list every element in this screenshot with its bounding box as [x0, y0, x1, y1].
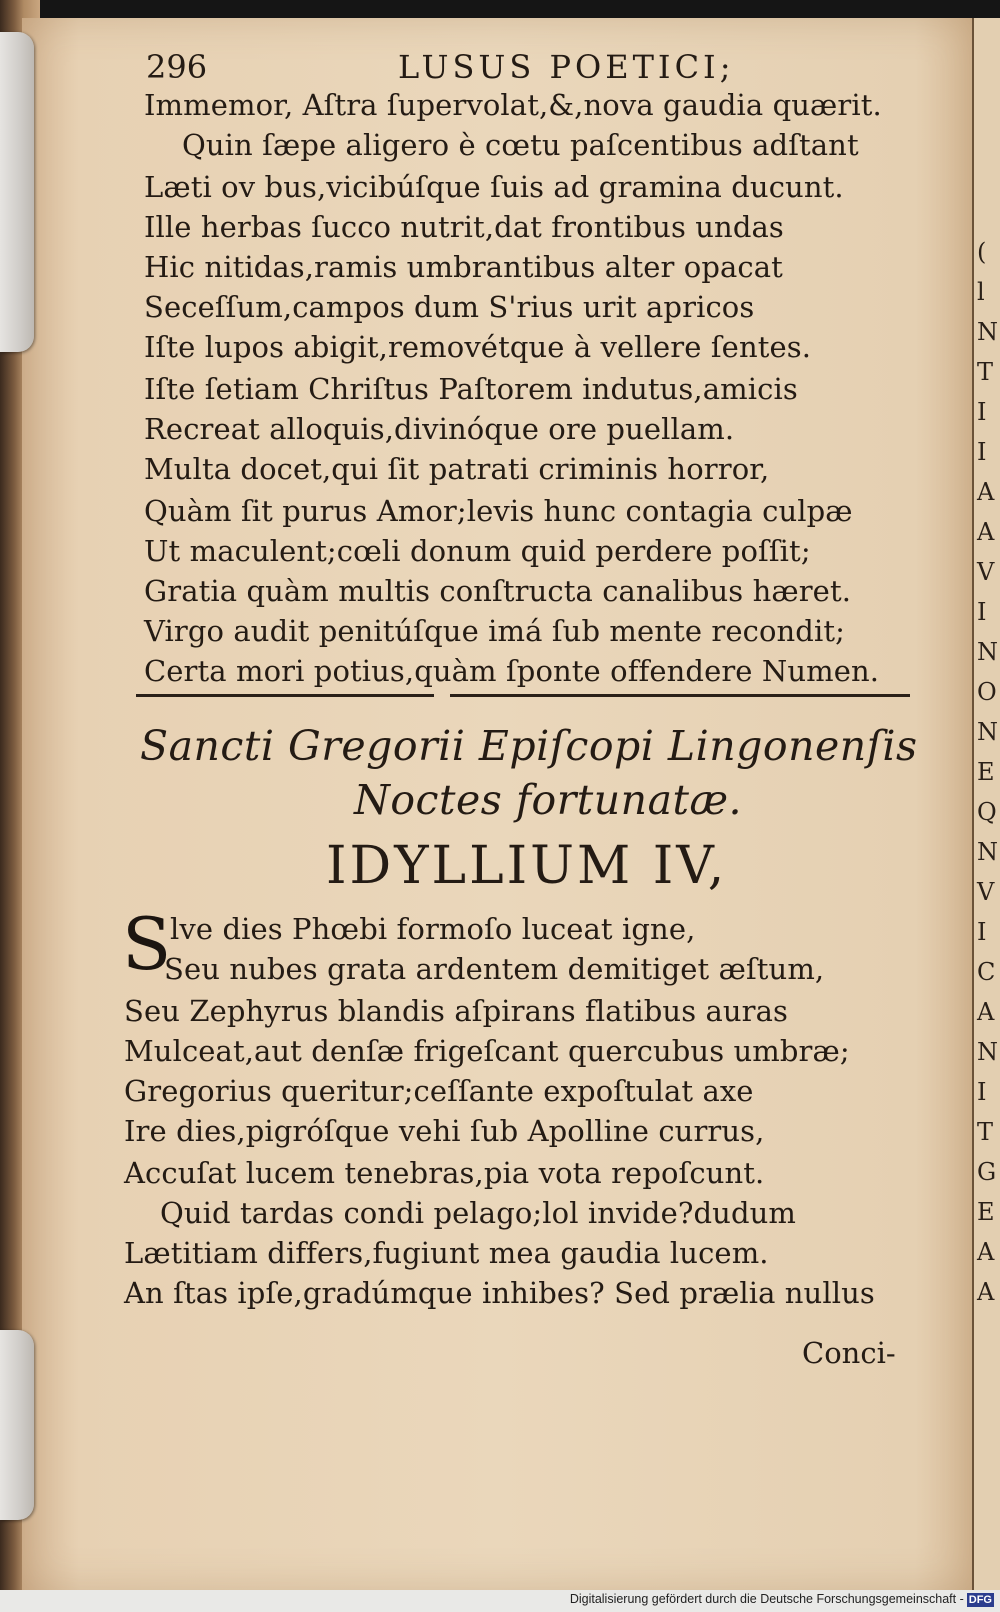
dfg-logo: DFG: [968, 1593, 992, 1606]
facing-page-letter: E: [977, 758, 995, 786]
facing-page-letter: E: [977, 1198, 995, 1226]
facing-page-letter: C: [977, 958, 996, 986]
drop-cap: S: [122, 902, 172, 986]
idyll-verse-line: Ire dies,pigróſque vehi ſub Apolline currus,: [124, 1114, 765, 1148]
digitization-credit: [570, 1592, 994, 1607]
verse-line: Certa mori potius,quàm ſponte offendere Numen.: [144, 654, 880, 688]
section-subheading: Noctes fortunatæ.: [354, 776, 743, 824]
idyll-verse-line: An ſtas ipſe,gradúmque inhibes? Sed prælia nullus: [124, 1276, 875, 1310]
facing-page-letter: G: [977, 1158, 997, 1186]
verse-line: Virgo audit penitúſque imá ſub mente recondit;: [144, 614, 845, 648]
facing-page-letter: A: [977, 1278, 995, 1306]
facing-page-letter: T: [977, 358, 994, 386]
facing-page-letter: Q: [977, 798, 997, 826]
idyll-verse-line: Seu Zephyrus blandis aſpirans flatibus auras: [124, 994, 789, 1028]
verse-line: Quin ſæpe aligero è cœtu paſcentibus adſtant: [182, 128, 859, 162]
facing-page-letter: N: [977, 718, 998, 746]
book-clip-top: [0, 32, 34, 352]
idyll-title: IDYLLIUM IV,: [326, 836, 728, 896]
facing-page-letter: N: [977, 1038, 998, 1066]
facing-page-letter: V: [977, 558, 995, 586]
verse-line: Læti ov bus,vicibúſque ſuis ad gramina ducunt.: [144, 170, 844, 204]
facing-page-letter: A: [977, 1238, 995, 1266]
facing-page-letter: I: [977, 598, 987, 626]
running-title: LUSUS POETICI;: [398, 48, 735, 86]
idyll-verse-line: lve dies Phœbi formoſo luceat igne,: [170, 912, 696, 946]
facing-page-letter: O: [977, 678, 997, 706]
verse-line: Iſte lupos abigit,removétque à vellere ſentes.: [144, 330, 812, 364]
divider-rule-right: [450, 694, 910, 697]
facing-page-letter: I: [977, 918, 987, 946]
facing-page-letter: A: [977, 998, 995, 1026]
verse-line: Multa docet,qui ſit patrati criminis horror,: [144, 452, 770, 486]
facing-page-letter: N: [977, 638, 998, 666]
catchword: Conci-: [802, 1336, 896, 1370]
verse-line: Gratia quàm multis conſtructa canalibus hæret.: [144, 574, 852, 608]
credit-text: Digitalisierung gefördert durch die Deutsche Forschungsgemeinschaft -: [569, 1592, 964, 1606]
facing-page-letter: I: [977, 438, 987, 466]
facing-page-letter: I: [977, 1078, 987, 1106]
verse-line: Hic nitidas,ramis umbrantibus alter opacat: [144, 250, 783, 284]
verse-line: Immemor, Aſtra ſupervolat,&,nova gaudia quærit.: [144, 88, 882, 122]
verse-line: Seceſſum,campos dum S'rius urit apricos: [144, 290, 755, 324]
verse-line: Recreat alloquis,divinóque ore puellam.: [144, 412, 735, 446]
idyll-verse-line: Quid tardas condi pelago;lol invide?dudum: [160, 1196, 796, 1230]
idyll-verse-line: Accuſat lucem tenebras,pia vota repoſcunt.: [124, 1156, 765, 1190]
facing-page-letter: T: [977, 1118, 994, 1146]
facing-page-letter: l: [977, 278, 985, 306]
facing-page-letter: (: [977, 238, 987, 266]
page-number: 296: [146, 48, 208, 86]
idyll-verse-line: Seu nubes grata ardentem demitiget æſtum,: [164, 952, 825, 986]
facing-page-letter: A: [977, 518, 995, 546]
facing-page-letter: V: [977, 878, 995, 906]
verse-line: Ille herbas ſucco nutrit,dat frontibus undas: [144, 210, 784, 244]
facing-page-sliver: [972, 18, 1000, 1590]
book-clip-bottom: [0, 1330, 34, 1520]
idyll-verse-line: Gregorius queritur;ceſſante expoſtulat axe: [124, 1074, 754, 1108]
verse-line: Iſte ſetiam Chriſtus Paſtorem indutus,amicis: [144, 372, 798, 406]
verse-line: Quàm ſit purus Amor;levis hunc contagia culpæ: [144, 494, 853, 528]
facing-page-letter: I: [977, 398, 987, 426]
divider-rule-left: [136, 694, 434, 697]
idyll-verse-line: Mulceat,aut denſæ frigeſcant quercubus umbræ;: [124, 1034, 850, 1068]
section-heading: Sancti Gregorii Epiſcopi Lingonenſis: [140, 722, 918, 770]
facing-page-letter: N: [977, 318, 998, 346]
idyll-verse-line: Lætitiam differs,fugiunt mea gaudia lucem.: [124, 1236, 769, 1270]
verse-line: Ut maculent;cœli donum quid perdere poſſit;: [144, 534, 811, 568]
facing-page-letter: A: [977, 478, 995, 506]
facing-page-letter: N: [977, 838, 998, 866]
